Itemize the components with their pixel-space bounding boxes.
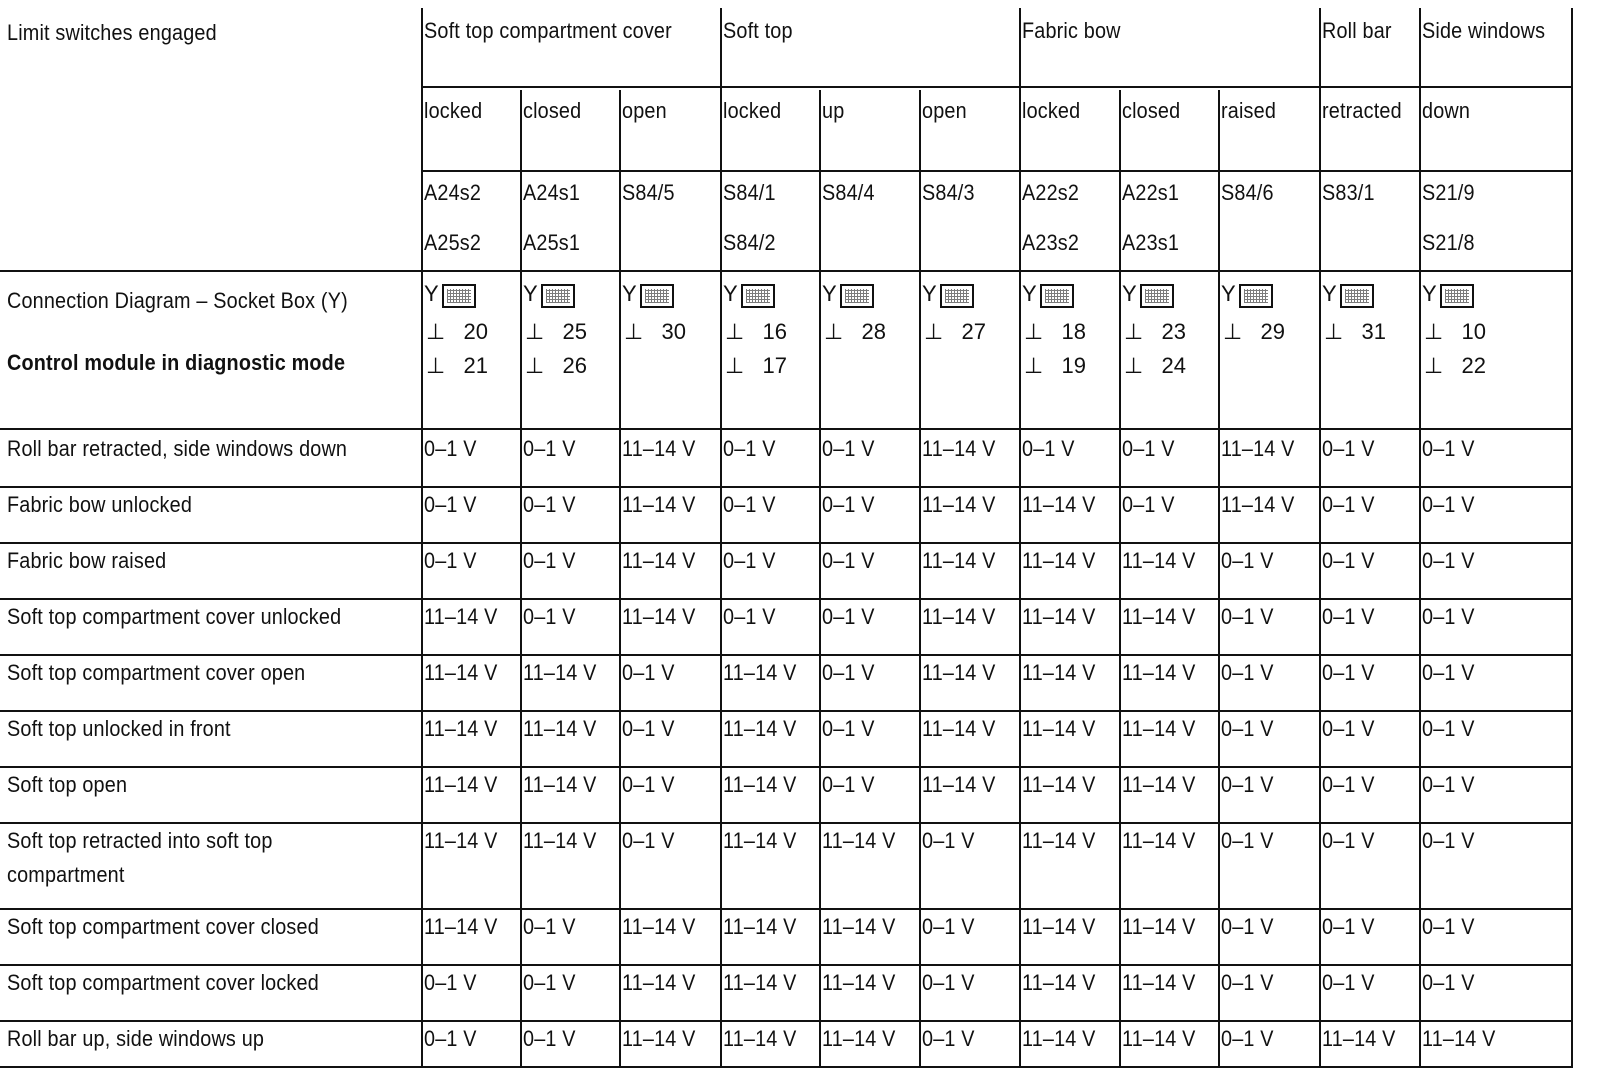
voltage-value: 0–1 V <box>1221 548 1274 573</box>
voltage-value: 0–1 V <box>1322 436 1375 461</box>
pin-assignment <box>426 353 488 379</box>
pin-number: 28 <box>861 319 886 344</box>
pin-assignment <box>426 319 488 345</box>
voltage-value: 11–14 V <box>922 436 996 461</box>
voltage-value: 11–14 V <box>424 604 498 629</box>
voltage-value: 0–1 V <box>1221 660 1274 685</box>
switch-id: A24s1 <box>523 180 581 205</box>
voltage-value: 11–14 V <box>1122 548 1196 573</box>
voltage-value: 11–14 V <box>424 660 498 685</box>
column-border-line <box>619 90 621 1068</box>
socket-letter: Y <box>723 281 738 306</box>
pin-number: 24 <box>1161 353 1186 378</box>
voltage-value: 11–14 V <box>1122 970 1196 995</box>
ground-symbol-icon: ⊥ <box>1124 353 1144 378</box>
voltage-value: 0–1 V <box>1322 716 1375 741</box>
voltage-value: 0–1 V <box>1221 1026 1274 1051</box>
pin-number: 22 <box>1461 353 1486 378</box>
switch-id: S84/1 <box>723 180 776 205</box>
voltage-value: 11–14 V <box>622 970 696 995</box>
voltage-value: 11–14 V <box>822 828 896 853</box>
voltage-value: 0–1 V <box>1322 492 1375 517</box>
socket-letter: Y <box>622 281 637 306</box>
voltage-value: 0–1 V <box>523 970 576 995</box>
group-header: Fabric bow <box>1022 18 1121 43</box>
socket-letter: Y <box>1221 281 1236 306</box>
pin-number: 16 <box>762 319 787 344</box>
socket-box-icon <box>1440 284 1474 308</box>
socket-box-icon <box>1239 284 1273 308</box>
voltage-value: 11–14 V <box>622 436 696 461</box>
pin-assignment <box>725 319 787 345</box>
voltage-value: 11–14 V <box>922 772 996 797</box>
voltage-value: 0–1 V <box>523 604 576 629</box>
state-header: open <box>622 98 667 123</box>
pin-number: 20 <box>463 319 488 344</box>
limit-switches-label: Limit switches engaged <box>7 20 217 45</box>
row-label: Soft top compartment cover closed <box>7 914 319 939</box>
switch-id: S21/8 <box>1422 230 1475 255</box>
pin-number: 26 <box>562 353 587 378</box>
state-header: locked <box>424 98 483 123</box>
column-border-line <box>1119 90 1121 1068</box>
switch-id: A25s2 <box>424 230 482 255</box>
ground-symbol-icon: ⊥ <box>525 319 545 344</box>
voltage-value: 11–14 V <box>1122 828 1196 853</box>
voltage-value: 0–1 V <box>1422 604 1475 629</box>
row-divider <box>0 542 1572 544</box>
ground-symbol-icon: ⊥ <box>824 319 844 344</box>
voltage-value: 11–14 V <box>723 1026 797 1051</box>
state-header: raised <box>1221 98 1277 123</box>
voltage-value: 11–14 V <box>922 492 996 517</box>
row-label: Soft top compartment cover open <box>7 660 306 685</box>
ground-symbol-icon: ⊥ <box>725 319 745 344</box>
voltage-value: 0–1 V <box>1322 660 1375 685</box>
voltage-value: 0–1 V <box>1322 914 1375 939</box>
voltage-value: 0–1 V <box>922 828 975 853</box>
voltage-value: 11–14 V <box>1022 604 1096 629</box>
voltage-value: 0–1 V <box>822 548 875 573</box>
row-label: Soft top unlocked in front <box>7 716 231 741</box>
switch-id: S21/9 <box>1422 180 1475 205</box>
row-divider <box>0 908 1572 910</box>
ground-symbol-icon: ⊥ <box>1424 353 1444 378</box>
switch-id: A23s2 <box>1022 230 1080 255</box>
pin-number: 30 <box>661 319 686 344</box>
connection-diagram-label: Connection Diagram – Socket Box (Y) <box>7 288 348 313</box>
voltage-value: 0–1 V <box>1221 914 1274 939</box>
voltage-value: 11–14 V <box>424 772 498 797</box>
voltage-value: 0–1 V <box>1022 436 1075 461</box>
voltage-value: 11–14 V <box>1122 1026 1196 1051</box>
row-divider <box>0 766 1572 768</box>
voltage-value: 0–1 V <box>523 436 576 461</box>
voltage-value: 0–1 V <box>1122 492 1175 517</box>
row-divider <box>0 710 1572 712</box>
ground-symbol-icon: ⊥ <box>624 319 644 344</box>
row-divider <box>0 654 1572 656</box>
voltage-value: 11–14 V <box>723 828 797 853</box>
voltage-value: 0–1 V <box>922 914 975 939</box>
voltage-value: 11–14 V <box>1221 436 1295 461</box>
voltage-value: 11–14 V <box>723 660 797 685</box>
state-header: locked <box>723 98 782 123</box>
voltage-value: 11–14 V <box>922 604 996 629</box>
voltage-value: 0–1 V <box>622 772 675 797</box>
voltage-value: 0–1 V <box>723 604 776 629</box>
socket-box-icon <box>1040 284 1074 308</box>
voltage-value: 11–14 V <box>1022 828 1096 853</box>
group-header-divider <box>421 86 1572 88</box>
voltage-value: 11–14 V <box>822 1026 896 1051</box>
pin-assignment <box>525 353 587 379</box>
state-header: open <box>922 98 967 123</box>
voltage-value: 0–1 V <box>622 660 675 685</box>
voltage-value: 0–1 V <box>1422 492 1475 517</box>
row-divider <box>0 1020 1572 1022</box>
socket-box-icon <box>741 284 775 308</box>
pin-assignment <box>924 319 986 345</box>
socket-box-connection <box>1422 281 1600 431</box>
switch-id: S84/4 <box>822 180 875 205</box>
socket-letter: Y <box>1422 281 1437 306</box>
socket-letter: Y <box>922 281 937 306</box>
voltage-value: 0–1 V <box>424 436 477 461</box>
socket-box-icon <box>840 284 874 308</box>
ground-symbol-icon: ⊥ <box>426 353 446 378</box>
pin-number: 27 <box>961 319 986 344</box>
voltage-value: 11–14 V <box>1022 1026 1096 1051</box>
group-header: Soft top <box>723 18 793 43</box>
pin-assignment <box>1024 319 1086 345</box>
voltage-value: 0–1 V <box>822 772 875 797</box>
voltage-value: 0–1 V <box>922 970 975 995</box>
voltage-value: 0–1 V <box>1422 828 1475 853</box>
voltage-value: 0–1 V <box>523 914 576 939</box>
column-border-line <box>520 90 522 1068</box>
voltage-value: 0–1 V <box>822 716 875 741</box>
socket-box-icon <box>541 284 575 308</box>
voltage-value: 0–1 V <box>622 828 675 853</box>
row-divider <box>0 486 1572 488</box>
state-header: down <box>1422 98 1471 123</box>
voltage-value: 11–14 V <box>1122 660 1196 685</box>
pin-assignment <box>1223 319 1285 345</box>
socket-box-icon <box>940 284 974 308</box>
switch-id: S84/2 <box>723 230 776 255</box>
switch-id: S83/1 <box>1322 180 1375 205</box>
socket-box-icon <box>1140 284 1174 308</box>
switch-id: A22s2 <box>1022 180 1080 205</box>
pin-number: 18 <box>1061 319 1086 344</box>
ground-symbol-icon: ⊥ <box>1223 319 1243 344</box>
voltage-value: 11–14 V <box>424 914 498 939</box>
voltage-value: 11–14 V <box>922 660 996 685</box>
voltage-value: 11–14 V <box>1422 1026 1496 1051</box>
switch-id: S84/6 <box>1221 180 1274 205</box>
voltage-value: 0–1 V <box>1422 970 1475 995</box>
voltage-value: 0–1 V <box>1422 660 1475 685</box>
state-header: retracted <box>1322 98 1402 123</box>
voltage-value: 0–1 V <box>723 548 776 573</box>
voltage-value: 11–14 V <box>822 914 896 939</box>
voltage-value: 0–1 V <box>523 1026 576 1051</box>
socket-letter: Y <box>523 281 538 306</box>
ground-symbol-icon: ⊥ <box>1124 319 1144 344</box>
ground-symbol-icon: ⊥ <box>525 353 545 378</box>
column-border-line <box>919 90 921 1068</box>
voltage-value: 11–14 V <box>1022 660 1096 685</box>
state-header-divider <box>421 170 1572 172</box>
row-label: Soft top compartment cover locked <box>7 970 319 995</box>
row-label: Soft top retracted into soft top compartment <box>7 828 273 887</box>
voltage-value: 11–14 V <box>1022 914 1096 939</box>
voltage-value: 11–14 V <box>1022 548 1096 573</box>
voltage-value: 11–14 V <box>523 828 597 853</box>
row-label: Fabric bow raised <box>7 548 167 573</box>
voltage-value: 0–1 V <box>1221 604 1274 629</box>
pin-assignment <box>525 319 587 345</box>
state-header: up <box>822 98 845 123</box>
pin-assignment <box>1024 353 1086 379</box>
voltage-value: 0–1 V <box>1422 772 1475 797</box>
voltage-value: 11–14 V <box>723 970 797 995</box>
voltage-value: 11–14 V <box>1022 716 1096 741</box>
voltage-value: 0–1 V <box>1221 970 1274 995</box>
row-divider <box>0 1066 1572 1068</box>
voltage-value: 0–1 V <box>1322 828 1375 853</box>
pin-assignment <box>1424 353 1486 379</box>
pin-number: 19 <box>1061 353 1086 378</box>
group-header: Side windows <box>1422 18 1546 43</box>
voltage-value: 11–14 V <box>622 604 696 629</box>
row-label: Soft top open <box>7 772 128 797</box>
voltage-value: 0–1 V <box>1322 604 1375 629</box>
voltage-value: 11–14 V <box>622 548 696 573</box>
socket-letter: Y <box>1122 281 1137 306</box>
voltage-value: 11–14 V <box>424 716 498 741</box>
voltage-value: 0–1 V <box>1322 970 1375 995</box>
voltage-value: 0–1 V <box>1422 716 1475 741</box>
state-header: locked <box>1022 98 1081 123</box>
socket-box-icon <box>640 284 674 308</box>
switch-id: A23s1 <box>1122 230 1180 255</box>
ground-symbol-icon: ⊥ <box>924 319 944 344</box>
voltage-value: 0–1 V <box>424 970 477 995</box>
voltage-value: 11–14 V <box>1122 914 1196 939</box>
voltage-value: 0–1 V <box>822 604 875 629</box>
voltage-value: 0–1 V <box>922 1026 975 1051</box>
diagnostic-mode-label: Control module in diagnostic mode <box>7 350 346 375</box>
voltage-value: 0–1 V <box>822 436 875 461</box>
pin-number: 29 <box>1260 319 1285 344</box>
voltage-value: 11–14 V <box>1022 492 1096 517</box>
voltage-value: 0–1 V <box>1422 914 1475 939</box>
pin-assignment <box>1324 319 1386 345</box>
row-label: Roll bar retracted, side windows down <box>7 436 348 461</box>
voltage-value: 0–1 V <box>822 660 875 685</box>
row-divider <box>0 964 1572 966</box>
ground-symbol-icon: ⊥ <box>725 353 745 378</box>
voltage-value: 11–14 V <box>822 970 896 995</box>
row-label: Soft top compartment cover unlocked <box>7 604 342 629</box>
group-header: Roll bar <box>1322 18 1392 43</box>
socket-letter: Y <box>424 281 439 306</box>
voltage-value: 11–14 V <box>1122 604 1196 629</box>
voltage-value: 0–1 V <box>723 492 776 517</box>
voltage-value: 0–1 V <box>523 548 576 573</box>
voltage-value: 0–1 V <box>1221 772 1274 797</box>
voltage-value: 11–14 V <box>1122 716 1196 741</box>
pin-number: 10 <box>1461 319 1486 344</box>
voltage-value: 0–1 V <box>723 436 776 461</box>
voltage-value: 11–14 V <box>922 548 996 573</box>
voltage-value: 11–14 V <box>1221 492 1295 517</box>
state-header: closed <box>523 98 582 123</box>
pin-number: 17 <box>762 353 787 378</box>
pin-number: 21 <box>463 353 488 378</box>
pin-assignment <box>1424 319 1486 345</box>
voltage-value: 11–14 V <box>922 716 996 741</box>
pin-assignment <box>1124 353 1186 379</box>
voltage-value: 0–1 V <box>822 492 875 517</box>
voltage-value: 11–14 V <box>1022 772 1096 797</box>
voltage-value: 0–1 V <box>424 1026 477 1051</box>
state-header: closed <box>1122 98 1181 123</box>
group-header: Soft top compartment cover <box>424 18 672 43</box>
voltage-value: 11–14 V <box>622 1026 696 1051</box>
column-border-line <box>1218 90 1220 1068</box>
voltage-value: 0–1 V <box>424 492 477 517</box>
switch-id: A25s1 <box>523 230 581 255</box>
socket-letter: Y <box>1022 281 1037 306</box>
row-label: Roll bar up, side windows up <box>7 1026 265 1051</box>
voltage-value: 0–1 V <box>1221 716 1274 741</box>
ground-symbol-icon: ⊥ <box>1324 319 1344 344</box>
pin-assignment <box>624 319 686 345</box>
header-bottom-line <box>0 270 1572 272</box>
pin-assignment <box>725 353 787 379</box>
voltage-value: 11–14 V <box>622 492 696 517</box>
voltage-value: 0–1 V <box>1322 772 1375 797</box>
ground-symbol-icon: ⊥ <box>1424 319 1444 344</box>
voltage-value: 11–14 V <box>1022 970 1096 995</box>
voltage-value: 11–14 V <box>1122 772 1196 797</box>
voltage-value: 11–14 V <box>523 660 597 685</box>
voltage-value: 0–1 V <box>523 492 576 517</box>
pin-assignment <box>824 319 886 345</box>
switch-id: S84/5 <box>622 180 675 205</box>
voltage-value: 0–1 V <box>1322 548 1375 573</box>
socket-letter: Y <box>1322 281 1337 306</box>
pin-assignment <box>1124 319 1186 345</box>
voltage-value: 11–14 V <box>622 914 696 939</box>
voltage-value: 0–1 V <box>622 716 675 741</box>
voltage-value: 11–14 V <box>1322 1026 1396 1051</box>
pin-number: 31 <box>1361 319 1386 344</box>
socket-letter: Y <box>822 281 837 306</box>
row-label: Fabric bow unlocked <box>7 492 193 517</box>
ground-symbol-icon: ⊥ <box>426 319 446 344</box>
voltage-value: 11–14 V <box>523 772 597 797</box>
ground-symbol-icon: ⊥ <box>1024 319 1044 344</box>
pin-number: 25 <box>562 319 587 344</box>
switch-id: S84/3 <box>922 180 975 205</box>
voltage-value: 11–14 V <box>723 772 797 797</box>
voltage-value: 11–14 V <box>523 716 597 741</box>
voltage-value: 11–14 V <box>723 914 797 939</box>
socket-box-icon <box>442 284 476 308</box>
voltage-value: 0–1 V <box>1221 828 1274 853</box>
voltage-value: 11–14 V <box>723 716 797 741</box>
pin-number: 23 <box>1161 319 1186 344</box>
switch-id: A24s2 <box>424 180 482 205</box>
voltage-value: 0–1 V <box>1122 436 1175 461</box>
voltage-value: 0–1 V <box>1422 436 1475 461</box>
column-border-line <box>819 90 821 1068</box>
ground-symbol-icon: ⊥ <box>1024 353 1044 378</box>
row-divider <box>0 598 1572 600</box>
voltage-value: 11–14 V <box>424 828 498 853</box>
socket-box-icon <box>1340 284 1374 308</box>
voltage-value: 0–1 V <box>1422 548 1475 573</box>
voltage-value: 0–1 V <box>424 548 477 573</box>
switch-id: A22s1 <box>1122 180 1180 205</box>
